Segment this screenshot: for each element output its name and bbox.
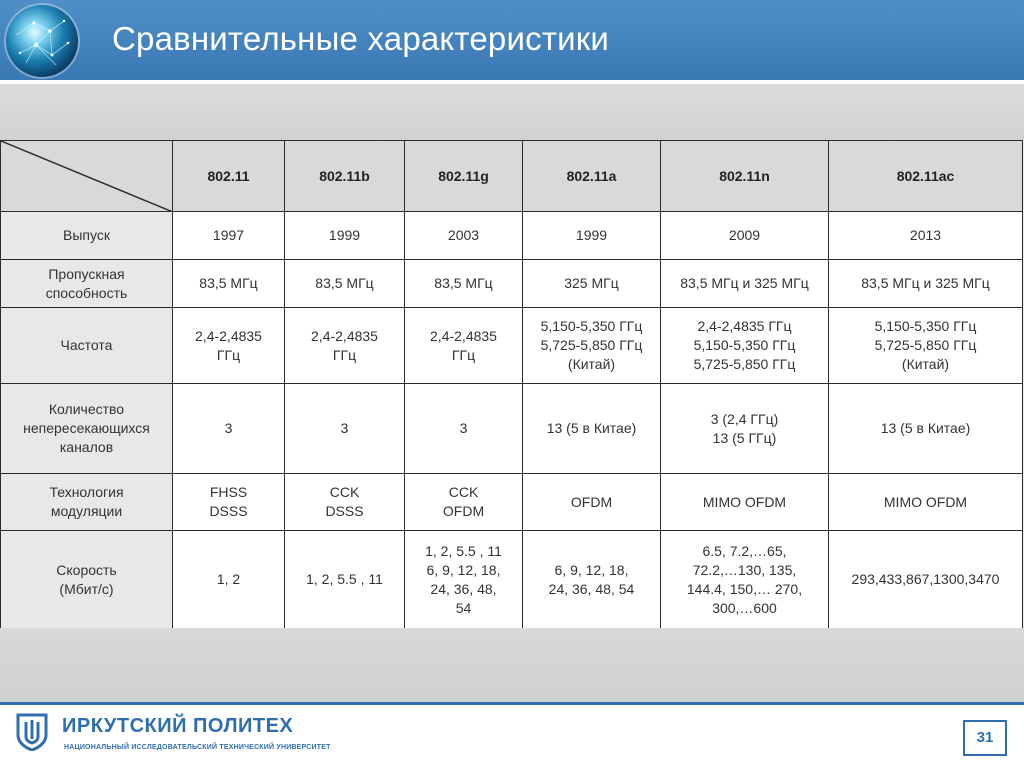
table-cell [523,384,661,474]
cell-line: 325 МГц [564,275,619,291]
row-label [1,474,173,531]
table-cell [661,531,829,629]
slide-title: Сравнительные характеристики [112,20,610,57]
table-cell [829,384,1023,474]
table-cell [523,308,661,384]
cell-line: 2,4-2,4835 ГГц [697,318,792,334]
table-cell [405,384,523,474]
polytech-logo-icon [16,713,48,751]
cell-line: 24, 36, 48, 54 [548,580,635,597]
label-line: каналов [59,439,114,455]
table-cell [829,531,1023,629]
cell-line: 83,5 МГц [199,275,258,291]
cell-line: 24, 36, 48, [430,580,497,597]
table-cell [523,474,661,531]
cell-line: ГГц [451,346,476,363]
cell-line: 3 [459,420,468,436]
label-line: (Мбит/с) [59,580,114,597]
label-line: Выпуск [63,227,110,243]
cell-line: 5,725-5,850 ГГц [874,337,977,353]
cell-line: 83,5 МГц и 325 МГц [861,275,990,291]
cell-line: 5,150-5,350 ГГц [693,337,796,353]
cell-line: DSSS [209,503,248,519]
cell-line: MIMO OFDM [883,493,968,510]
cell-line: 2013 [909,227,942,243]
table-top-band [0,84,1024,140]
label-line: Частота [60,337,113,353]
cell-line: 2,4-2,4835 [195,327,262,344]
column-header: 802.11b [285,141,405,212]
cell-line: ГГц [216,346,241,363]
cell-line: CCK [448,484,479,500]
cell-line: 2,4-2,4835 [311,327,378,344]
cell-line: (Китай) [567,356,616,372]
table-cell [173,212,285,260]
cell-line: CCK [329,484,360,500]
cell-line: 6, 9, 12, 18, [554,561,629,578]
cell-line: 72.2,…130, 135, [692,561,797,578]
row-label [1,212,173,260]
table-row [1,384,1023,474]
globe-icon [6,5,78,77]
cell-line: 13 (5 в Китае) [880,420,971,436]
cell-line: 6, 9, 12, 18, [426,561,501,578]
column-header: 802.11ac [829,141,1023,212]
table-cell [661,308,829,384]
cell-line: OFDM [570,493,613,510]
org-subtitle: НАЦИОНАЛЬНЫЙ ИССЛЕДОВАТЕЛЬСКИЙ ТЕХНИЧЕСКИЙ УНИВЕРСИТЕТ [64,744,331,751]
diagonal-divider [1,141,173,212]
cell-line: (Китай) [901,356,950,372]
title-bar [0,0,1024,80]
row-label [1,531,173,629]
comparison-table [0,140,1023,629]
cell-line: 13 (5 в Китае) [546,420,637,436]
table-row [1,260,1023,308]
table-header-row [1,141,1023,212]
cell-line: 5,725-5,850 ГГц [540,337,643,353]
cell-line: 1997 [212,227,245,243]
table-cell [285,384,405,474]
cell-line: OFDM [442,503,485,519]
cell-line: 3 [224,420,233,436]
org-name: ИРКУТСКИЙ ПОЛИТЕХ [62,715,294,737]
column-header: 802.11g [405,141,523,212]
cell-line: 1, 2, 5.5 , 11 [306,571,383,587]
table-cell [661,384,829,474]
label-line: Скорость [56,561,117,578]
table-cell [523,212,661,260]
table-cell [173,308,285,384]
table-cell [405,212,523,260]
table-cell [285,474,405,531]
table-row [1,531,1023,629]
cell-line: 5,725-5,850 ГГц [693,356,796,372]
cell-line: 5,150-5,350 ГГц [874,318,977,334]
cell-line: 300,…600 [712,599,777,616]
cell-line: 1999 [328,227,361,243]
cell-line: 13 (5 ГГц) [712,429,777,446]
table-cell [173,260,285,308]
table-cell [523,531,661,629]
table-row [1,474,1023,531]
page-number: 31 [963,720,1007,756]
column-header: 802.11 [173,141,285,212]
cell-line: MIMO OFDM [702,493,787,510]
cell-line: 6.5, 7.2,…65, [702,542,787,559]
table-cell [523,260,661,308]
corner-cell [1,141,173,212]
table-cell [405,308,523,384]
table-cell [285,212,405,260]
label-line: Технология [49,484,124,500]
table-row [1,212,1023,260]
cell-line: 83,5 МГц [315,275,374,291]
cell-line: 1, 2 [216,571,241,587]
table-cell [173,531,285,629]
table-cell [829,212,1023,260]
cell-line: 2003 [447,227,480,243]
table-cell [661,474,829,531]
row-label [1,260,173,308]
cell-line: 3 [340,420,349,436]
cell-line: 5,150-5,350 ГГц [540,318,643,334]
label-line: непересекающихся [23,420,150,436]
table-cell [829,260,1023,308]
cell-line: 2009 [728,227,761,243]
cell-line: 83,5 МГц [434,275,493,291]
cell-line: 2,4-2,4835 [430,327,497,344]
cell-line: 144.4, 150,… 270, [686,580,803,597]
table-cell [285,260,405,308]
table-cell [661,212,829,260]
cell-line: FHSS [209,484,248,500]
label-line: способность [45,284,128,301]
column-header: 802.11a [523,141,661,212]
table-cell [405,260,523,308]
cell-line: 3 (2,4 ГГц) [710,410,779,427]
cell-line: 1999 [575,227,608,243]
table-cell [829,474,1023,531]
table-cell [661,260,829,308]
cell-line: 54 [455,599,472,616]
table-cell [285,531,405,629]
cell-line: DSSS [325,503,364,519]
table-bottom-band [0,628,1024,702]
footer [0,705,1024,767]
table-cell [829,308,1023,384]
cell-line: 293,433,867,1300,3470 [851,571,1000,587]
cell-line: ГГц [332,346,357,363]
cell-line: 1, 2, 5.5 , 11 [425,542,502,559]
label-line: модуляции [50,503,123,519]
table-cell [285,308,405,384]
label-line: Пропускная [48,265,125,282]
row-label [1,384,173,474]
cell-line: 83,5 МГц и 325 МГц [680,275,809,291]
table-cell [405,531,523,629]
label-line: Количество [48,401,125,417]
row-label [1,308,173,384]
table-cell [173,474,285,531]
table-cell [405,474,523,531]
table-row [1,308,1023,384]
table-cell [173,384,285,474]
column-header: 802.11n [661,141,829,212]
